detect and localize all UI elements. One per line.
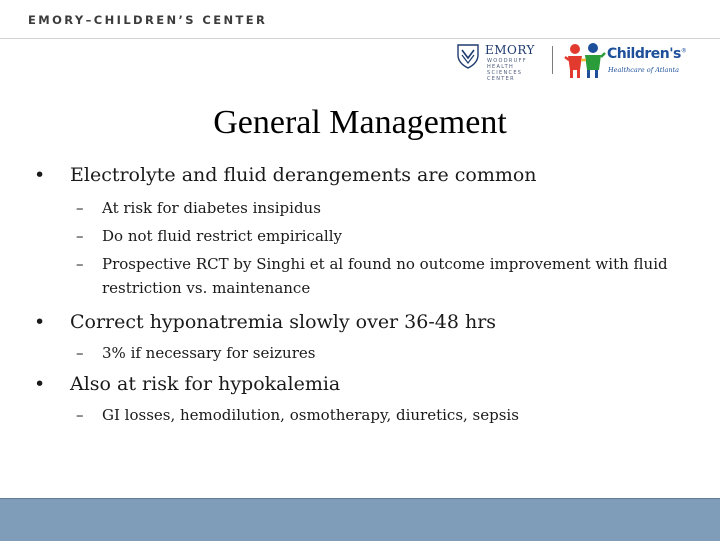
- bullet-marker: •: [34, 164, 46, 186]
- dash-marker: –: [76, 199, 84, 217]
- dash-marker: –: [76, 344, 84, 362]
- footer-band: [0, 498, 720, 541]
- childrens-tagline: Healthcare of Atlanta: [608, 66, 680, 74]
- emory-logo-text: EMORY: [485, 43, 535, 57]
- emory-sub-line: WOODRUFF: [487, 58, 527, 64]
- header-title: EMORY–CHILDREN’S CENTER: [28, 13, 268, 27]
- bullet-text: Also at risk for hypokalemia: [70, 373, 341, 395]
- emory-sub-line: HEALTH: [487, 64, 515, 70]
- emory-subtitle: [487, 58, 547, 82]
- bullet-marker: •: [34, 311, 46, 333]
- sub-bullet-text: GI losses, hemodilution, osmotherapy, diuretics, sepsis: [102, 406, 519, 424]
- sub-bullet-text: At risk for diabetes insipidus: [102, 199, 321, 217]
- childrens-name: Children's: [607, 46, 681, 62]
- sub-bullet-text: 3% if necessary for seizures: [102, 344, 316, 362]
- bullet-text: Correct hyponatremia slowly over 36-48 hrs: [70, 311, 497, 333]
- dash-marker: –: [76, 227, 84, 245]
- logo-group: [456, 40, 696, 96]
- emory-shield-icon: [456, 43, 480, 69]
- dash-marker: –: [76, 406, 84, 424]
- bullet-text: Electrolyte and fluid derangements are common: [70, 164, 537, 186]
- registered-mark: ®: [680, 47, 687, 55]
- sub-bullet-text: Do not fluid restrict empirically: [102, 227, 342, 245]
- header-band: [0, 0, 720, 39]
- bullet-marker: •: [34, 373, 46, 395]
- childrens-kids-icon: [564, 40, 606, 80]
- dash-marker: –: [76, 255, 84, 273]
- sub-bullet-text: Prospective RCT by Singhi et al found no outcome improvement with fluid restriction vs. maintenance: [102, 255, 668, 297]
- slide-title: General Management: [213, 104, 507, 141]
- logo-divider: [552, 46, 553, 74]
- childrens-logo-text: [607, 46, 686, 62]
- emory-sub-line: CENTER: [487, 76, 515, 82]
- emory-sub-line: SCIENCES: [487, 70, 523, 76]
